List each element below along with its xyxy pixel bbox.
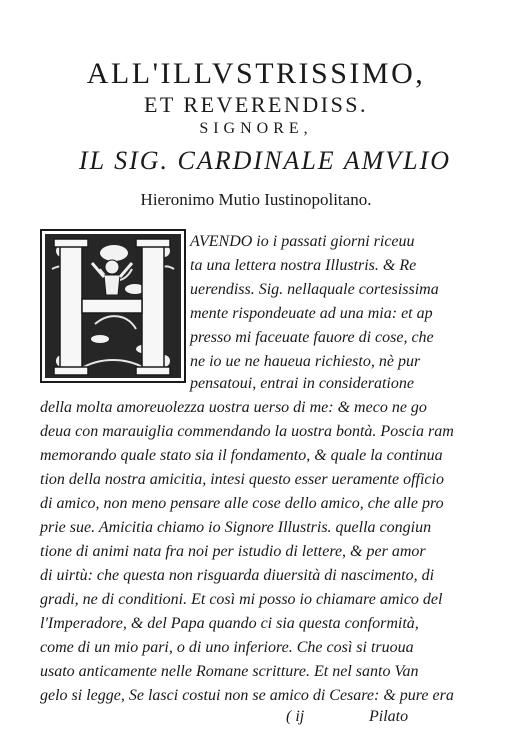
body-line: di uirtù: che questa non risguarda diuersità di nascimento, di	[40, 567, 435, 584]
body-line: ne io ue ne haueua richiesto, nè pur	[190, 353, 421, 370]
body-line: prie sue. Amicitia chiamo io Signore Illustris. quella congiun	[40, 519, 432, 536]
signature-mark: ( ij	[286, 708, 305, 725]
body-line: AVENDO io i passati giorni riceuu	[190, 233, 415, 250]
body-line: di amico, non meno pensare alle cose dello amico, che alle pro	[40, 495, 444, 512]
body-line: tion della nostra amicitia, intesi questo esser ueramente officio	[40, 471, 444, 488]
body-line: presso mi faceuate fauore di cose, che	[190, 329, 434, 346]
body-line: della molta amoreuolezza uostra uerso di me: & meco ne go	[40, 399, 427, 416]
body-line: l'Imperadore, & del Papa quando ci sia questa conformità,	[40, 615, 419, 632]
body-line: gradi, ne di conditioni. Et così mi posso io chiamare amico del	[40, 591, 443, 608]
body-line: ta una lettera nostra Illustris. & Re	[190, 257, 417, 274]
heading-line-4: IL SIG. CARDINALE AMVLIO	[78, 146, 452, 175]
body-line: come di un mio pari, o di uno inferiore. Che così si truoua	[40, 639, 414, 656]
body-line: uerendiss. Sig. nellaquale cortesissima	[190, 281, 439, 298]
body-line: usato anticamente nelle Romane scritture. Et nel santo Van	[40, 663, 419, 680]
body-line: tione di animi nata fra noi per istudio di lettere, & per amor	[40, 543, 426, 560]
body-line: gelo si legge, Se lasci costui non se amico di Cesare: & pure era	[40, 687, 454, 704]
body-line: memorando quale stato sia il fondamento, & quale la continua	[40, 447, 443, 464]
body-line: deua con marauiglia commendando la uostra bontà. Poscia ram	[40, 423, 454, 440]
body-line: mente rispondeuate ad una mia: et ap	[190, 305, 433, 322]
body-line: pensatoui, entrai in consideratione	[190, 375, 414, 392]
heading-line-1: ALL'ILLVSTRISSIMO,	[86, 57, 426, 90]
decorated-initial-h-image	[40, 229, 186, 383]
catchword: Pilato	[369, 708, 409, 725]
heading-line-3: SIGNORE,	[199, 120, 313, 137]
author-line: Hieronimo Mutio Iustinopolitano.	[140, 190, 372, 209]
heading-line-2: ET REVERENDISS.	[143, 92, 369, 117]
